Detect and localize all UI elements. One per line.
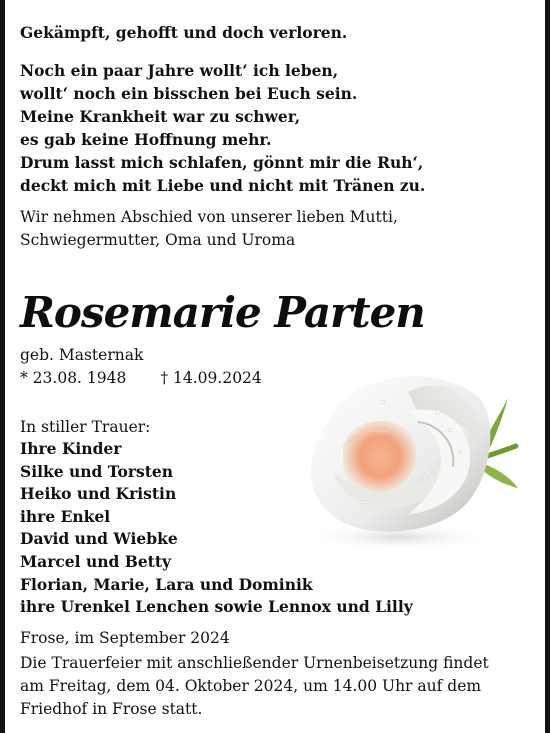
mourner-entry: Florian, Marie, Lara und Dominik (20, 574, 313, 594)
service-line: Die Trauerfeier mit anschließender Urnenbeisetzung findet (20, 654, 489, 672)
service-line: am Freitag, dem 04. Oktober 2024, um 14.00 Uhr auf dem (20, 677, 482, 695)
place-date: Frose, im September 2024 (20, 629, 230, 647)
mourner-entry: Marcel und Betty (20, 551, 172, 571)
poem (20, 59, 425, 197)
service-line: Friedhof in Frose statt. (20, 700, 203, 718)
birth-date: * 23.08. 1948 (20, 369, 127, 387)
intro-line: Schwiegermutter, Oma und Uroma (20, 231, 296, 249)
poem-line: Drum lasst mich schlafen, gönnt mir die Ruh‘, (20, 153, 424, 172)
mourner-entry: ihre Urenkel Lenchen sowie Lennox und Lilly (20, 597, 413, 617)
maiden-name: geb. Masternak (20, 346, 144, 364)
mourning-label: In stiller Trauer: (20, 418, 151, 436)
white-rose-icon (288, 352, 528, 552)
poem-line: es gab keine Hoffnung mehr. (20, 130, 272, 149)
farewell-intro (20, 206, 398, 252)
motto: Gekämpft, gehofft und doch verloren. (20, 23, 348, 42)
poem-line: wollt‘ noch ein bisschen bei Euch sein. (20, 84, 358, 103)
mourner-entry: Heiko und Kristin (20, 484, 177, 504)
mourner-entry: David und Wiebke (20, 529, 178, 549)
poem-line: deckt mich mit Liebe und nicht mit Tränen zu. (20, 176, 426, 195)
mourner-entry: Silke und Torsten (20, 461, 174, 481)
death-date: † 14.09.2024 (160, 369, 262, 387)
life-dates (20, 367, 262, 389)
funeral-service-info (20, 652, 489, 721)
mourner-entry: Ihre Kinder (20, 439, 122, 458)
poem-line: Noch ein paar Jahre wollt‘ ich leben, (20, 61, 339, 80)
poem-line: Meine Krankheit war zu schwer, (20, 107, 301, 126)
deceased-name: Rosemarie Parten (20, 288, 425, 337)
intro-line: Wir nehmen Abschied von unserer lieben Mutti, (20, 208, 398, 226)
mourner-entry: ihre Enkel (20, 506, 111, 526)
